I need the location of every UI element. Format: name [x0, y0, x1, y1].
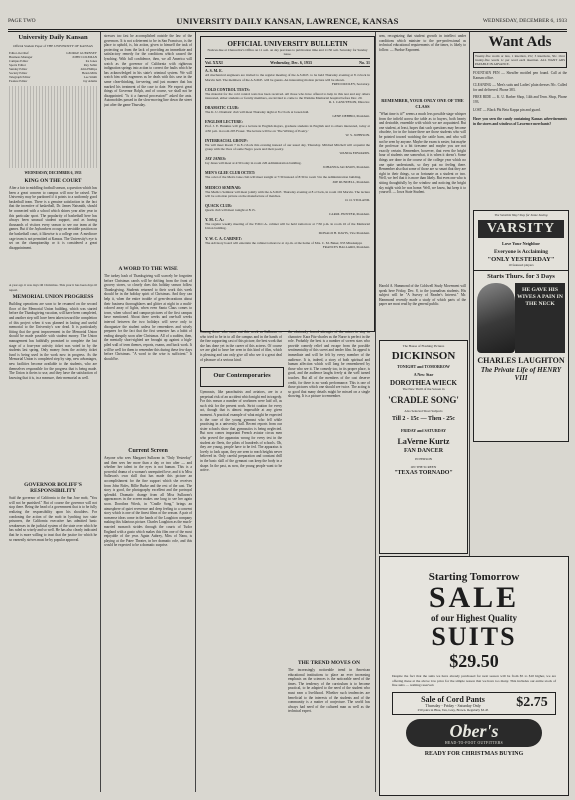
notice-signature: JOHANNA JACKSON, President.	[322, 165, 370, 170]
staff-row: Business Manager JOHN COLEMAN	[9, 55, 97, 59]
contemporaries-heading-box	[200, 367, 284, 387]
staff-row: Feature Editor Jay Adams	[9, 79, 97, 83]
masthead-rule-thin	[8, 31, 567, 32]
notice-heading: DRAMATIC CLUB:	[205, 106, 239, 111]
cord-price: $2.75	[516, 695, 548, 711]
staff-row: Sunday Editor John Phillips	[9, 67, 97, 71]
cord-pants-box	[392, 692, 556, 715]
dickinson-of: The New Thrill of the Screen in	[402, 387, 445, 391]
varsity-top: The Sensible Way! Stay for Some Saving	[494, 213, 548, 217]
varsity-note: 10 featured players	[508, 263, 534, 267]
notice-signature: GENE DEBBIO, President.	[332, 114, 370, 119]
section-heading-trend: THE TREND MOVES ON	[297, 660, 361, 666]
dickinson-film: 'CRADLE SONG'	[388, 395, 459, 405]
bulletin-volume: Vol. XXXI	[205, 60, 223, 66]
section-heading-remember: REMEMBER, YOUR ONLY ONE OF THE CLASS	[381, 98, 464, 109]
issue-date: WEDNESDAY, DECEMBER 6, 1933	[482, 18, 567, 24]
dateline: WEDNESDAY, DECEMBER 6, 1933	[24, 171, 82, 175]
notice-signature: CAROL HUNTER, President.	[328, 212, 370, 217]
editorial-body: After a fair to middling football season, a question which has been a great concern to campus will now be raised. The University may be pardoned if it points to a uniformly good basketball team. There is a genuine satisfaction in the fact that the incentive of basketball, Dr. James Naismith, should be connected with a school which shines year after year in this particular sport. The popularity of basketball here has always been unusual student support, and as having thousands of visitors every season to see our team at the games. But if the Jayhawkers occupy an enviable position on the basketball court, it likewise is a college one. A mediocre cage team is not permitted at Kansas. The University's eye is set on the championship or it is considered a great disappointment.	[9, 186, 97, 250]
dickinson-in-person: IN PERSON	[415, 457, 432, 461]
bulletin-number: No. 31	[359, 60, 370, 66]
notice-signature: FRANCES BALLARD, President.	[322, 244, 370, 249]
section-heading-current-screen: Current Screen	[128, 448, 168, 454]
want-ad-item: CLEANING — Men's suits and Ladies' plain dresses 50c. Called for and delivered. Phone 383.	[473, 83, 567, 92]
bulletin-meta	[205, 58, 370, 67]
editorial-body: Said the governor of California to the San Jose mob, "You will not be punished." But of course the governor will not stop there. Being the head of a government that is to be fully realizing the responsibility upon his shoulders. For condoning the action of the mob in lynching two state prisoners, the California executive has admitted basic weaknesses in the judicial system of the state over which he has ruled so wisely and so well. He has also clearly indicated that he is more willing to trust that the justice for which he so earnestly strives must be by popular approval.	[9, 496, 97, 542]
sale-description: Despite the fact that the suits we have already purchased for next season will be from $5 to $10 higher, we are offering these at the above low price for the simple reason that we have too many. This includes our entire stock of fine suits — nothing reserved.	[392, 674, 556, 688]
sale-price: $29.50	[449, 651, 499, 671]
editorial-body: The turkey hash of Thanksgiving will scarcely be forgotten before Christmas carols will be drifting from the front of grocery stores, so closely does this holiday season follow Thanksgiving. Students returned to their work this week should be in the holiday spirit of Christmas. And they can help it, when the entire trouble of gem-decorations about their business thoroughfares and glitter at night in a multi-colored array of lights, when even Santa Claus comes to town, when school and campus-pictures of the first campus have mentioned. About three weeks and one-half weeks interval between the two holidays will serve only to disorganize the student unless he remembers and wisely prepares for the fact that the first semester has a habit of ending abruptly soon after Christmas. All of a sudden, then, the mentally short-sighted are brought up against a high-piled wall of term themes, reports, exams, and back work. It will be well for them to remember this during these few days before Christmas. "A word to the wise is sufficient." It should be.	[104, 274, 192, 361]
store-name: Ober's	[449, 720, 499, 741]
dickinson-name: DICKINSON	[391, 350, 456, 362]
notice-signature: FRED DUDLEY, Secretary.	[331, 81, 370, 86]
notice-heading: INTERRACIAL GROUP:	[205, 138, 248, 143]
bulletin-title: OFFICIAL UNIVERSITY BULLETIN	[227, 40, 348, 48]
want-ads	[473, 34, 567, 126]
cord-title: Sale of Cord Pants	[421, 694, 485, 704]
notice-signature: R. I. CANUTESON, Director.	[329, 100, 370, 105]
notice-heading: QUACK CLUB:	[205, 204, 232, 209]
column-text: the obviously forced attempts of the actors to stay in character: Kara Fitz-charles as the Nurse is perfect in the role. Probably the best is a number of screen stars who provide comedy relief and escape from the possible sentimentality of this sweet and tender film. Its appeal is immediate and will be felt by every member of the audience. It is, indeed, a story of both spiritual and human affection which will long be remembered by those who see it. The comedy too, in its proper place, is good, and the audience laughs freely at the well turned touches. But all of the members of the cast deserve credit, for there is no weak performance. This is one of those pictures which one should see twice. The acting is so good that many details might be missed on a single showing. It is a picture to remember.	[288, 330, 370, 399]
staff-row: Editor-in-Chief GEORGE GUERNSEY	[9, 51, 97, 55]
notice-signature: O. O. STOLAND.	[345, 198, 370, 203]
column-body: Harold A. Hammond of the Coldwell Study Movement will speak here Friday, Dec. 8, to the journalism students. His subject will be "A Survey of Reader's Interest." Mr. Hammond recently made a study of which parts of the paper are most read by the general public.	[379, 284, 466, 307]
varsity-film: "ONLY YESTERDAY"	[487, 256, 555, 263]
notice-heading: MEDICO SEMINAR:	[205, 185, 242, 190]
notice-heading: JAY JANES:	[205, 157, 227, 162]
want-ad-item: FREE RIDE — K. U. Barber Shop, 14th and Tenn. Shop, Phone 193.	[473, 95, 567, 104]
contemporaries-body: Gymnasts, like parachutists and aviators, are in a perpetual risk of an accident which might end in tragedy. For this reason a number of workmen were laid off, as such risk for the present work. Strict caution for every act, though that is almost impossible at any given moment. A practical example of what might be expected is the case of the young gymnast who fell while practising in a university hall. Recent reports from our sister schools show that gymnastics is being neglected. But now comes important French aviator circus men who proved the apparatus wrong for every test in the student air fleets, the pilots of hundreds of schools. Oh, they are young, people have to be fed. The apparatus is lovely to look upon, they are seen to reach heights never believed in. Only careful preparation and constant drill in the basic skill of the gymnast can keep the body in a shape. In the past, as now, the young people want to be active.	[200, 390, 282, 473]
notice-heading: MEN'S GLEE CLUB OCTET:	[205, 171, 256, 176]
want-ad-item: LOST — Black Phi Beta Kappa pin and guard.	[473, 107, 541, 112]
official-bulletin	[200, 36, 375, 332]
staff-row: Sports Editor Ray Sabin	[9, 63, 97, 67]
column-text: Among those who came out this week as Sullavan — who tried to be in to all the campus and in the hands of the fine supporting cast of this picture, the best work that she has done yet in the career of this actress. Of course we are glad to have her seen in this kind of film, which is pleasing and can only give all who see it a great deal of pleasure of a serious kind.	[200, 330, 282, 362]
editorial-heading-memorial: MEMORIAL UNION PROGRESS	[12, 294, 94, 301]
film-review-body: Anyone who sees Margaret Sullavan in "Only Yesterday" and then sees her more than a day or two after — and whether her talent in the eyes is not human. This is a powerful drama of a woman's unrequited love, and it is Miss Sullavan's own skill that has made this picture an accomplishment for the fine support which she receives from John Boles, Billie Burke and the rest of the cast. The story is good, the photography excellent and the portrayal splendid. Dramatic change from all Miss Sullavan's appearances in the screen makes one long to see her again soon. Dorothea Wieck, in "Cradle Song," brings an atmosphere of quiet reverence and deep feeling to a convent story which is one of the finest films of the season. A pair of nonsense ideas come in the hands of the Laughton company making this hilarious picture. Charles Laughton as the much-married monarch strides through the courts of Tudor England with a gusto which makes this film one of the most enjoyable of the year. Again Aubrey, Miss of Nana, is playing at the Patee Theater, in her dramatic role, and this would be expected to be a dramatic surprise.	[104, 456, 192, 548]
masthead-rule	[8, 29, 567, 30]
notice-heading: Y. M. C. A.:	[205, 218, 225, 223]
notice-body: The regular weekly meeting of the Y.M.C.A. cabinet will be held tomorrow at 7:30 p.m. in room 16 of the Memorial Union building.	[205, 222, 370, 231]
dickinson-theater-ad	[379, 340, 468, 554]
varsity-feature-line: Everyone is Acclaiming	[494, 249, 548, 255]
notice-heading: ENGLISH LECTURE:	[205, 120, 243, 125]
sale-of: of our Highest Quality	[430, 613, 518, 623]
dickinson-when: TONIGHT and TOMORROW	[397, 364, 450, 369]
staff-row: Telegraph Editor Lee Smith	[9, 75, 97, 79]
sale-suits: SUITS	[431, 622, 517, 651]
varsity-feature-film: The Private Life of HENRY VIII	[480, 366, 562, 382]
notice-heading: COLD CONTROL TESTS:	[205, 87, 250, 92]
dickinson-on-screen: ON THE SCREEN	[410, 465, 437, 469]
dickinson-also: Also Selected Short Subjects	[404, 409, 443, 413]
section-heading-contemporaries: Our Contemporaries	[213, 372, 271, 379]
column-body: "What time is it?" seems a much less possible stage whisper from the infield across the table as to buyers, both hearty and desirable, ensemble with which we are acquainted. But one student, at least, hopes that such questions may become obsolete, for in the future there are those students who will be pointed toward watching the cattle barn, and who will not be seen by anyone. Maybe the exam is easier, but maybe the professor is a bit tiresome and maybe you are not exactly certain. Remember, however, that even the bright hour of students one somewhat, it is when it doesn't. Some things are done in the course of the college year which no one quite understands, so they put no feeling there. Remember also that some of those are so smart that they are right in their things, so as fortunate as a student or two. Well, we feel that it is more than likely. But even one who is sitting thoughtfully by the window and noticing the bright sky might wish he was home. Well, we know, but keep it to yourself. — Iowa State Student.	[379, 112, 466, 195]
notice-signature: WANDA EDWARDS.	[339, 151, 370, 156]
notice-body: The Medico Seminar will meet jointly with the A.S.M.E. Thursday evening at 8 o'clock, in room 102 Marvin. The lecture will be a motion picture on the manufacture of matches.	[205, 189, 370, 198]
varsity-theater-ad	[473, 210, 569, 442]
notice-heading: A. S. M. E.	[205, 69, 223, 74]
masthead	[8, 16, 567, 28]
want-ads-title: Want Ads	[488, 34, 552, 50]
editorial-body: Building operations are soon to be resumed on the second floor of the Memorial Union building, which was started before the Thanksgiving vacation, will have been completed, and another step will have been taken toward the completion of this project when it was planned in lasting and useful memorial to the University's war dead. It is particularly fitting that the great improvement in the Memorial Union should be made possible with student money. The Union management has faithfully promised to complete the last stage of a four-year activity ticket was voted in by the students last spring. Only money from the activity ticket fund is being used in the work now in progress. As the Memorial Union is completed step by step, new advantages, new facilities become available to the students, who are themselves responsible for the progress that is being made. The Union is theirs to use, and they have the satisfaction of knowing that it is, in a measure, their memorial as well.	[9, 302, 97, 380]
column-divider	[100, 32, 101, 792]
editorial-body: stresses too fast he accomplished outside the law of the governors. It is not a deterrent to be in San Francisco, is the place to uphold, is, his action, given to himself the task of protecting us from the lack of providing an immediate and satisfactory remedy for the conditions which caused the lynching. With full confidence, then, we all America will watch as the governor of California with righteous indignation springs into action to correct the faults which he has acknowledged in his state's criminal system. We will watch him with eagerness as he deals with this case in the same clear-thinking, far-seeing, and just manner that has marked his treatment of the case to date. We expect great things of Governor Rolph, and of course, we shall not be disappointed. "Is it a funeral procession?" asked the ants. Automobiles passed in the slow-moving line down the street just after the game Thursday.	[104, 34, 192, 107]
notice-body: Quack club will meet tonight at 8:15.	[205, 208, 256, 213]
obers-logo	[406, 719, 542, 747]
varsity-star: CHARLES LAUGHTON	[477, 356, 565, 365]
notice-body: Jay Janes will meet at 4:30 today in room 226 Administration building.	[205, 161, 302, 166]
dickinson-saturday: FRIDAY and SATURDAY	[400, 428, 447, 433]
column-divider	[375, 32, 376, 792]
editorial-heading-king: KING ON THE COURT	[24, 178, 82, 184]
notice-heading: Y. W. C. A. CABINET:	[205, 236, 242, 241]
notice-signature: W. S. JOHNSON.	[345, 132, 370, 137]
notice-body: We will meet Room 7 in 8 o'clock this evening instead of our usual day, Thursday. Mildred Mitchell will acquaint the group with the lives of some Negro poets and their poetry.	[205, 142, 370, 152]
staff-box	[9, 51, 97, 83]
obers-sale-ad	[379, 556, 569, 796]
notice-body: All mechanical engineers are invited to the regular meeting of the A.S.M.E. to be held Thursday evening at 8 o'clock in Marvin hall. The members of the A.S.M.E. will be guests. An interesting motion picture will be shown.	[205, 73, 370, 82]
staff-row: Campus Editor Ira Jones	[9, 59, 97, 63]
want-ad-item: FOUNTAIN PEN — Sheaffer mottled pen found. Call at the Kansan office.	[473, 71, 567, 80]
notice-body: Prof. J. E. Hankins will give a lecture in English majors, graduate students in English and to others interested, today at 4:30 p.m. in room 205 Fraser. The lecture will be on 'The Writing of Poetry.'	[205, 124, 370, 133]
sale-word: SALE	[428, 581, 520, 614]
bulletin-subtitle: Notices due at Chancellor's Office on 11 a.m. on day previous to publication time and 11:30 a.m. Saturday for Sunday issue.	[207, 48, 368, 57]
page-number: PAGE TWO	[8, 18, 36, 24]
staff-listing-texture	[9, 86, 97, 168]
notice-signature: JOE RUNDELL, President.	[332, 179, 370, 184]
column-editorial-2	[104, 34, 192, 776]
want-ad-item: Have you seen the candy containing Kansas advertisements in the stores and windows of Lawrence merchants?	[473, 117, 567, 126]
want-ads-rates: Twenty-five words or less, 1 insertion, 25c; 3 insertions, 50c. Over twenty-five words 1c per word each insertion. ALL WANT ADS PAYABLE IN ADVANCE.	[475, 54, 565, 66]
sale-starting: Starting Tomorrow	[428, 571, 520, 583]
varsity-starts: Starts Thurs. for 3 Days	[474, 270, 568, 280]
bulletin-notices	[205, 69, 370, 248]
notice-signature: DONALD H. DAVIS, Vice President.	[318, 230, 370, 235]
notice-body: The Advisory board will entertain the cabinet tomorrow at 4 p.m. at the home of Mrs. C. M. Baker, 933 Mississippi.	[205, 240, 363, 245]
trend-body: The increasingly noticeable trend in American educational institutions to place an ever increasing emphasis on the sciences is the noticeable need of the times. The tendency of the curriculum is to become practical, to be adapted to the need of the student who must earn a livelihood. Whether such tendencies are beneficial to the interests of the students and of the community is a matter of conjecture. The world has always had need of the cultured man as well as the technical expert.	[288, 668, 370, 714]
column-divider	[195, 32, 196, 792]
sale-bottom: READY FOR CHRISTMAS BUYING	[424, 750, 524, 757]
editorial-heading-word: A WORD TO THE WISE	[118, 266, 178, 272]
notice-body: The material for the cold control tests has been received. All those who have offered to help in this test and any others interested, either students or faculty members, are invited to come to the Watkins Memorial hospital before Dec. 20.	[205, 91, 370, 101]
varsity-feature	[477, 283, 565, 353]
varsity-name: VARSITY	[478, 220, 564, 238]
dickinson-prices: Till 2 - 15c — Then - 25c	[392, 416, 455, 422]
cord-line: Thursday - Friday - Saturday Only	[425, 702, 481, 708]
dickinson-tagline: The House of Flashing Pictures	[402, 344, 445, 348]
staff-row: Society Editor Helen Mills	[9, 71, 97, 75]
column-body: arm, recognizing that student growth in intellect under conditions which minister to the pre-professional as technical educational requirements of the times, is likely to follow. — Purdue Exponent.	[379, 34, 466, 52]
dickinson-new-star: A New Star	[413, 372, 434, 377]
dickinson-film3: "TEXAS TORNADO"	[394, 470, 453, 476]
dickinson-star2: LaVerne Kurtz	[397, 437, 450, 446]
actor-portrait	[477, 283, 515, 353]
trend-section	[288, 658, 370, 788]
dickinson-star: DOROTHEA WIECK	[390, 379, 457, 387]
column-editorial	[9, 34, 97, 696]
varsity-tagline: Love Your Neighbor	[501, 241, 541, 246]
dickinson-film2: FAN DANCER	[403, 448, 444, 454]
editorial-heading-governor: GOVERNOR BOLIFF'S RESPONSIBILITY	[24, 482, 82, 495]
newspaper-name: UNIVERSITY DAILY KANSAN, LAWRENCE, KANSAS	[176, 16, 399, 26]
bulletin-date: Wednesday, Dec. 6, 1933	[270, 60, 312, 66]
paper-nameplate: University Daily Kansan	[18, 34, 88, 41]
paper-subtitle: Official Student Paper of THE UNIVERSITY OF KANSAS	[13, 44, 93, 48]
store-tagline: HEAD-TO-FOOT OUTFITTERS	[444, 740, 504, 745]
column-right-text	[379, 34, 466, 320]
notice-body: The K. U. Dramatic club will meet Thursday night at 8 o'clock at Green hall.	[205, 110, 310, 115]
year-ago-note: A year ago it was days till Christmas. This year it has been days til repeal.	[9, 283, 97, 292]
cord-details: 250 pairs in Blue, Tan, Gray, Brown. Regularly $3.45	[417, 707, 489, 712]
varsity-ad-headline: HE GAVE HIS WIVES A PAIN IN THE NECK	[515, 283, 565, 353]
notice-body: The octet of the Men's Glee club will meet tonight at 7:30 instead of 8:30 in room 3 in the Administration building.	[205, 175, 362, 180]
